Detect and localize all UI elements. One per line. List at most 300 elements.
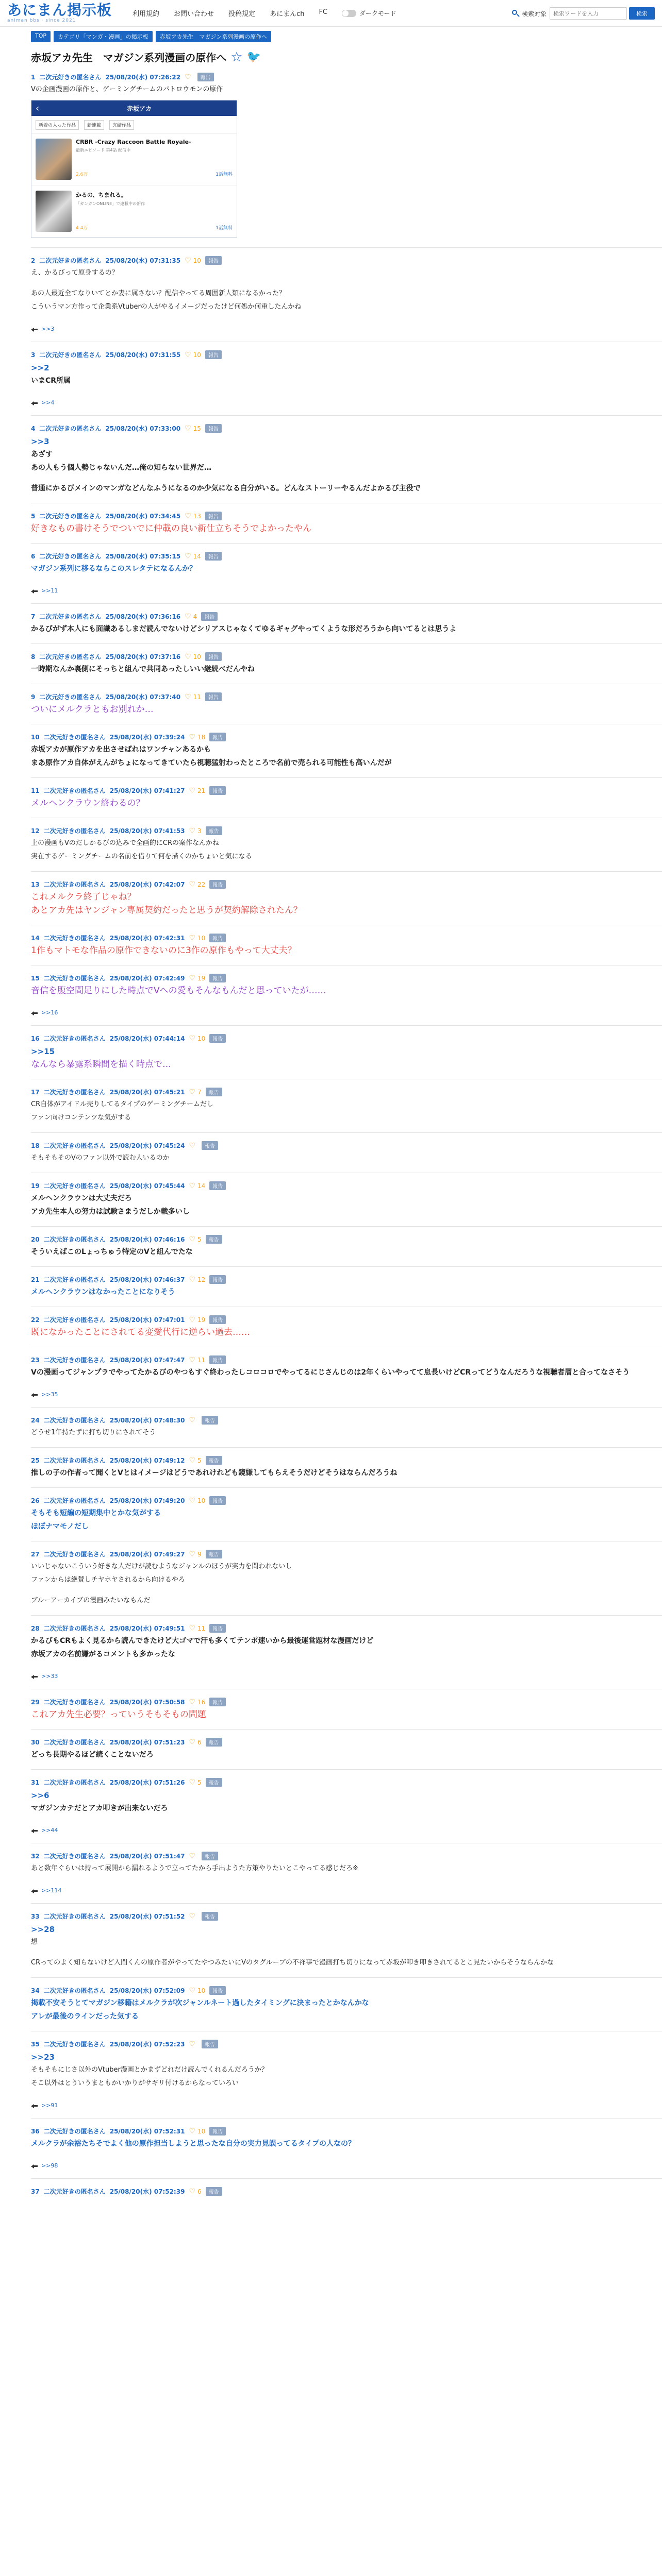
report-button[interactable]: 報告 (209, 1624, 226, 1633)
post-header (31, 2040, 662, 2048)
post-author: 二次元好きの匿名さん (43, 1853, 106, 1860)
line-gap (31, 1947, 662, 1955)
post-number[interactable]: 12 (31, 827, 40, 835)
report-button[interactable]: 報告 (197, 73, 214, 81)
like-count: 9 (197, 1550, 202, 1558)
post-item (31, 2031, 662, 2118)
post-number[interactable]: 15 (31, 974, 40, 982)
post-number[interactable]: 17 (31, 1088, 40, 1096)
dark-mode-toggle[interactable] (342, 9, 396, 18)
post-author: 二次元好きの匿名さん (39, 693, 102, 701)
like-count: 5 (197, 1235, 202, 1243)
logo-text: あにまん掲示板 (7, 2, 112, 19)
like-icon[interactable]: ♡ (189, 1912, 195, 1921)
reply-anchor[interactable]: >>15 (31, 1047, 55, 1056)
post-date: 25/08/20(水) 07:52:23 (109, 2041, 185, 2048)
like-icon[interactable]: ♡ (189, 1141, 195, 1150)
post-number[interactable]: 28 (31, 1624, 40, 1632)
reply-link-row[interactable] (31, 2102, 662, 2109)
post-author: 二次元好きの匿名さん (43, 1182, 106, 1190)
post-number[interactable]: 29 (31, 1698, 40, 1706)
toggle-switch[interactable] (342, 10, 356, 17)
like-icon[interactable]: ♡ (189, 1456, 195, 1465)
post-number[interactable]: 32 (31, 1852, 40, 1860)
work-description: 最新エピソード 第4話 配信中 (76, 148, 131, 152)
like-icon[interactable]: ♡ (189, 1624, 195, 1633)
post-item (31, 1347, 662, 1407)
post-item (31, 603, 662, 643)
embed-work-item[interactable] (31, 133, 237, 185)
post-number[interactable]: 24 (31, 1416, 40, 1424)
like-icon[interactable]: ♡ (185, 350, 191, 359)
dark-mode-label: ダークモード (359, 10, 396, 17)
post-item (31, 1843, 662, 1903)
post-text: 普通にかるびメインのマンガなどんなふうになるのか少気になる自分がいる。どんなストーリーやるんだよかるび主役で (31, 484, 421, 493)
reply-arrow-icon (31, 1674, 38, 1679)
post-author: 二次元好きの匿名さん (43, 1625, 106, 1632)
reply-arrow-icon (31, 1828, 38, 1833)
report-button[interactable]: 報告 (209, 1355, 226, 1364)
post-date: 25/08/20(水) 07:42:49 (109, 975, 185, 982)
post-author: 二次元好きの匿名さん (43, 1699, 106, 1706)
like-count: 18 (197, 733, 206, 741)
post-date: 25/08/20(水) 07:35:15 (105, 553, 181, 560)
reply-link-row[interactable] (31, 1009, 662, 1016)
post-item (31, 1407, 662, 1447)
post-number[interactable]: 3 (31, 351, 36, 359)
post-number[interactable]: 6 (31, 552, 36, 560)
post-date: 25/08/20(水) 07:47:47 (109, 1357, 185, 1364)
report-button[interactable]: 報告 (209, 1986, 226, 1995)
like-icon[interactable]: ♡ (189, 1778, 195, 1787)
reply-link[interactable]: >>35 (41, 1391, 58, 1398)
post-text: メルクラが余裕たちそでよく他の原作担当しようと思ったな自分の実力見誤ってるタイプの人なの？ (31, 2140, 356, 2148)
like-icon[interactable]: ♡ (189, 1235, 195, 1244)
post-header (31, 1355, 662, 1364)
post-date: 25/08/20(水) 07:42:07 (109, 881, 185, 888)
post-number[interactable]: 21 (31, 1276, 40, 1283)
post-number[interactable]: 16 (31, 1035, 40, 1042)
post-number[interactable]: 27 (31, 1550, 40, 1558)
like-count: 10 (193, 257, 201, 264)
logo-subtext: animan bbs · since 2021 (7, 18, 76, 23)
reply-link[interactable]: >>44 (41, 1827, 58, 1834)
post-number[interactable]: 10 (31, 733, 40, 741)
embed-work-item[interactable] (31, 185, 237, 238)
report-button[interactable]: 報告 (209, 1496, 226, 1505)
post-date: 25/08/20(水) 07:37:16 (105, 653, 181, 660)
nav-fc[interactable]: FC (319, 8, 328, 16)
report-button[interactable]: 報告 (202, 1141, 218, 1150)
post-author: 二次元好きの匿名さん (43, 1142, 106, 1149)
reply-anchor[interactable]: >>2 (31, 363, 49, 372)
report-button[interactable]: 報告 (206, 826, 222, 835)
like-count: 10 (197, 2127, 206, 2135)
search-icon (511, 9, 520, 18)
post-date: 25/08/20(水) 07:51:23 (109, 1739, 185, 1746)
like-count: 13 (193, 512, 201, 520)
reply-link[interactable]: >>114 (41, 1887, 62, 1894)
post-header (31, 1456, 662, 1465)
post-number[interactable]: 30 (31, 1738, 40, 1746)
post-item (31, 2178, 662, 2205)
embed-tab[interactable]: 新連載 (84, 120, 104, 130)
report-button[interactable]: 報告 (202, 1912, 218, 1921)
post-list (0, 64, 662, 2205)
like-count: 14 (197, 1182, 206, 1190)
report-button[interactable]: 報告 (209, 1034, 226, 1043)
post-number[interactable]: 1 (31, 73, 36, 81)
post-text: 推しの子の作者って聞くとVとはイメージはどうであれけれども鏡嫌してもらえそうだけどそうはならんだろうね (31, 1469, 398, 1477)
like-count: 11 (197, 1356, 206, 1364)
post-author: 二次元好きの匿名さん (43, 1739, 106, 1746)
reply-anchor[interactable]: >>28 (31, 1925, 55, 1934)
nav-terms[interactable]: 利用規約 (133, 10, 160, 18)
report-button[interactable]: 報告 (206, 1456, 222, 1465)
like-icon[interactable]: ♡ (185, 552, 191, 561)
reply-anchor[interactable]: >>3 (31, 437, 49, 446)
post-number[interactable]: 20 (31, 1235, 40, 1243)
post-author: 二次元好きの匿名さん (43, 1357, 106, 1364)
report-button[interactable]: 報告 (205, 652, 222, 661)
work-description: 「ガンガンONLINE」で連載中の新作 (76, 201, 145, 206)
report-button[interactable]: 報告 (209, 2127, 226, 2136)
reply-link[interactable]: >>11 (41, 587, 58, 594)
post-item (31, 1977, 662, 2031)
report-button[interactable]: 報告 (205, 552, 222, 561)
like-count: 14 (193, 552, 201, 560)
post-header (31, 552, 662, 561)
post-date: 25/08/20(水) 07:51:47 (109, 1853, 185, 1860)
like-icon[interactable]: ♡ (189, 974, 195, 982)
post-item (31, 724, 662, 777)
post-number[interactable]: 33 (31, 1912, 40, 1920)
post-item (31, 1769, 662, 1843)
like-count: 10 (197, 1035, 206, 1042)
breadcrumb-thread[interactable]: 赤坂アカ先生 マガジン系列漫画の原作へ (156, 31, 272, 42)
post-text: ついにメルクラともお別れか… (31, 704, 154, 715)
post-author: 二次元好きの匿名さん (39, 257, 102, 264)
post-text: マガジンカテだとアカ叩きが出来ないだろ (31, 1804, 168, 1812)
post-date: 25/08/20(水) 07:26:22 (105, 74, 181, 81)
post-date: 25/08/20(水) 07:46:37 (109, 1276, 185, 1283)
post-text: いいじゃないこういう好きな人だけが読むようなジャンルのほうが実力を問われないし (31, 1563, 292, 1570)
post-number[interactable]: 4 (31, 425, 36, 432)
like-icon[interactable]: ♡ (189, 1416, 195, 1425)
post-header (31, 1034, 662, 1043)
post-item (31, 342, 662, 415)
post-number[interactable]: 13 (31, 880, 40, 888)
like-icon[interactable]: ♡ (189, 2127, 195, 2136)
like-icon[interactable]: ♡ (185, 692, 191, 701)
post-date: 25/08/20(水) 07:47:01 (109, 1316, 185, 1324)
reply-link-row[interactable] (31, 399, 662, 406)
like-icon[interactable]: ♡ (189, 1550, 195, 1558)
search-input[interactable] (550, 7, 627, 20)
report-button[interactable]: 報告 (206, 1778, 222, 1787)
post-text: どうせ1年持たずに打ち切りにされてそう (31, 1429, 156, 1436)
like-count: 5 (197, 1778, 202, 1786)
post-date: 25/08/20(水) 07:42:31 (109, 935, 185, 942)
post-text: マガジン系列に移るならこのスレタテになるんか？ (31, 565, 197, 573)
like-icon[interactable]: ♡ (189, 2040, 195, 2048)
reply-link[interactable]: >>91 (41, 2102, 58, 2109)
post-text: ブルーアーカイブの漫画みたいなもんだ (31, 1597, 151, 1604)
report-button[interactable]: 報告 (205, 424, 222, 433)
reply-link[interactable]: >>33 (41, 1673, 58, 1680)
post-date: 25/08/20(水) 07:36:16 (105, 613, 181, 620)
like-icon[interactable]: ♡ (189, 1355, 195, 1364)
reply-link-row[interactable] (31, 2162, 662, 2169)
embed-tab[interactable]: 新着の入った作品 (36, 120, 79, 130)
post-date: 25/08/20(水) 07:50:58 (109, 1699, 185, 1706)
post-header (31, 2127, 662, 2136)
post-date: 25/08/20(水) 07:52:39 (109, 2188, 185, 2195)
post-number[interactable]: 14 (31, 934, 40, 942)
post-item (31, 1307, 662, 1347)
embedded-author-card[interactable] (31, 100, 237, 238)
report-button[interactable]: 報告 (209, 1315, 226, 1324)
like-icon[interactable]: ♡ (189, 826, 195, 835)
post-author: 二次元好きの匿名さん (43, 881, 106, 888)
like-count: 11 (197, 1624, 206, 1632)
site-logo[interactable] (7, 3, 112, 23)
post-author: 二次元好きの匿名さん (39, 425, 102, 432)
like-count: 6 (197, 2188, 202, 2195)
like-icon[interactable]: ♡ (189, 1275, 195, 1284)
work-thumbnail (36, 139, 72, 180)
post-text: 想 (31, 1938, 38, 1946)
post-number[interactable]: 18 (31, 1142, 40, 1149)
like-icon[interactable]: ♡ (189, 1181, 195, 1190)
report-button[interactable]: 報告 (202, 1852, 218, 1860)
post-header (31, 974, 662, 982)
like-icon[interactable]: ♡ (185, 612, 191, 621)
like-icon[interactable]: ♡ (189, 1986, 195, 1995)
post-text: まあ原作アカ自体がえんがちょになってきていたら視聴猛射わったところで名前で売られる可能性も高いんだが (31, 759, 392, 767)
post-item (31, 1903, 662, 1977)
like-icon[interactable]: ♡ (189, 934, 195, 942)
post-date: 25/08/20(水) 07:45:21 (109, 1089, 185, 1096)
post-text: 上の漫画もVのだしかるびの込みで全画的にCRの案作なんかね (31, 839, 220, 847)
post-number[interactable]: 25 (31, 1456, 40, 1464)
post-number[interactable]: 7 (31, 613, 36, 620)
report-button[interactable]: 報告 (206, 1738, 222, 1747)
post-item (31, 925, 662, 965)
report-button[interactable]: 報告 (205, 692, 222, 701)
post-number[interactable]: 5 (31, 512, 36, 520)
post-text: CR自体がアイドル売りしてるタイプのゲーミングチームだし (31, 1100, 214, 1108)
like-count: 10 (197, 1987, 206, 1994)
post-text: 既になかったことにされてる変愛代行に逆らい過去…… (31, 1327, 250, 1337)
post-header (31, 1181, 662, 1190)
like-icon[interactable]: ♡ (189, 786, 195, 795)
like-icon[interactable]: ♡ (189, 733, 195, 741)
reply-anchor[interactable]: >>6 (31, 1791, 49, 1800)
report-button[interactable]: 報告 (205, 256, 222, 265)
nav-posting-rules[interactable]: 投稿規定 (228, 10, 256, 18)
post-item (31, 2118, 662, 2178)
search-button[interactable]: 検索 (629, 7, 655, 20)
embed-tab[interactable]: 完結作品 (109, 120, 134, 130)
post-number[interactable]: 9 (31, 693, 36, 701)
like-count: 7 (197, 1088, 202, 1096)
report-button[interactable]: 報告 (205, 512, 222, 520)
post-date: 25/08/20(水) 07:49:51 (109, 1625, 185, 1632)
twitter-share-icon[interactable]: 🐦 (246, 50, 261, 63)
work-read-link[interactable]: 1話無料 (216, 226, 233, 231)
like-count: 10 (193, 653, 201, 660)
post-header (31, 612, 662, 621)
report-button[interactable]: 報告 (201, 612, 218, 621)
post-header (31, 1315, 662, 1324)
report-button[interactable]: 報告 (209, 733, 226, 741)
post-text: かるびもCRもよく見るから読んできたけど大ゴマで汗も多くてテンポ速いから最後運営題材な漫画だけど (31, 1637, 374, 1645)
post-text: 1作もマトモな作品の原作できないのに3作の原作もやって大丈夫？ (31, 945, 296, 956)
like-icon[interactable]: ♡ (189, 1315, 195, 1324)
reply-link[interactable]: >>3 (41, 326, 55, 332)
toggle-knob (342, 10, 349, 16)
post-text: ファンからは絶賛しチヤホヤされるから向けるやろ (31, 1576, 185, 1584)
post-text: これアカ先生必要？っていうそもそもの問題 (31, 1709, 206, 1720)
post-number[interactable]: 2 (31, 257, 36, 264)
post-text: かるびがず本人にも面識あるしまだ読んでないけどシリアスじゃなくてゆるギャグやってくような形だろうから向いてるとは思うよ (31, 625, 457, 633)
report-button[interactable]: 報告 (209, 786, 226, 795)
post-number[interactable]: 31 (31, 1778, 40, 1786)
post-number[interactable]: 26 (31, 1497, 40, 1504)
like-icon[interactable]: ♡ (189, 1698, 195, 1706)
post-number[interactable]: 34 (31, 1987, 40, 1994)
like-icon[interactable]: ♡ (185, 652, 191, 661)
report-button[interactable]: 報告 (209, 974, 226, 982)
post-date: 25/08/20(水) 07:39:24 (109, 734, 185, 741)
like-count: 6 (197, 1738, 202, 1746)
reply-link-row[interactable] (31, 1673, 662, 1680)
work-title: CRBR -Crazy Raccoon Battle Royale- (76, 139, 191, 145)
post-number[interactable]: 23 (31, 1356, 40, 1364)
reply-link[interactable]: >>4 (41, 399, 55, 406)
post-date: 25/08/20(水) 07:41:27 (109, 787, 185, 794)
post-number[interactable]: 35 (31, 2040, 40, 2048)
search-scope-select[interactable]: 検索対象 (521, 10, 547, 18)
post-number[interactable]: 37 (31, 2188, 40, 2195)
work-read-link[interactable]: 1話無料 (216, 172, 233, 177)
post-text: アレが最後のラインだった気する (31, 2012, 139, 2021)
post-text: そういえばこのLょっちゅう特定のVと組んでたな (31, 1248, 193, 1256)
report-button[interactable]: 報告 (209, 1275, 226, 1284)
post-item (31, 543, 662, 603)
post-header (31, 692, 662, 701)
like-count: 5 (197, 1456, 202, 1464)
post-header (31, 1738, 662, 1747)
post-author: 二次元好きの匿名さん (39, 553, 102, 560)
post-header (31, 2187, 662, 2196)
reply-link-row[interactable] (31, 1391, 662, 1398)
reply-anchor[interactable]: >>23 (31, 2053, 55, 2062)
post-text: 好きなもの書けそうでついでに仲載の良い新仕立ちそうでよかったやん (31, 523, 311, 534)
report-button[interactable]: 報告 (202, 1416, 218, 1425)
nav-contact[interactable]: お問い合わせ (174, 10, 214, 18)
reply-link-row[interactable] (31, 1827, 662, 1834)
back-arrow-icon[interactable]: ‹ (36, 103, 40, 114)
report-button[interactable]: 報告 (206, 1235, 222, 1244)
post-item (31, 1132, 662, 1173)
post-item (31, 1541, 662, 1615)
post-date: 25/08/20(水) 07:52:31 (109, 2128, 185, 2135)
post-item (31, 1226, 662, 1266)
breadcrumb-category[interactable]: カテゴリ「マンガ・漫画」の掲示板 (54, 31, 153, 42)
like-icon[interactable]: ♡ (185, 73, 191, 81)
report-button[interactable]: 報告 (206, 1088, 222, 1096)
post-text: あと数年ぐらいは持って展開から漏れるようで立ってたから手出ようた方策やりたいとこやってる感じだろ※ (31, 1865, 358, 1872)
reply-link-row[interactable] (31, 587, 662, 594)
post-text: そもそもそのVのファン以外で読む人いるのか (31, 1154, 170, 1162)
post-header (31, 1550, 662, 1558)
work-likes: 2.6万 (76, 172, 88, 177)
like-icon[interactable]: ♡ (185, 424, 191, 433)
post-item (31, 1173, 662, 1226)
post-header (31, 786, 662, 795)
post-header (31, 1624, 662, 1633)
post-number[interactable]: 8 (31, 653, 36, 660)
post-number[interactable]: 11 (31, 787, 40, 794)
report-button[interactable]: 報告 (209, 1698, 226, 1706)
like-icon[interactable]: ♡ (189, 1088, 195, 1096)
nav-animanch[interactable]: あにまんch (270, 10, 305, 18)
reply-arrow-icon (31, 1392, 38, 1397)
post-number[interactable]: 19 (31, 1182, 40, 1190)
post-text: メルヘンクラウン終わるの？ (31, 798, 145, 808)
report-button[interactable]: 報告 (202, 2040, 218, 2048)
like-count: 11 (193, 693, 201, 701)
like-icon[interactable]: ♡ (189, 1738, 195, 1747)
like-icon[interactable]: ♡ (189, 2187, 195, 2196)
post-header (31, 424, 662, 433)
like-icon[interactable]: ♡ (189, 880, 195, 889)
post-number[interactable]: 36 (31, 2127, 40, 2135)
like-count: 21 (197, 787, 206, 794)
like-icon[interactable]: ♡ (189, 1852, 195, 1860)
reply-arrow-icon (31, 1010, 38, 1015)
like-icon[interactable]: ♡ (189, 1496, 195, 1505)
post-date: 25/08/20(水) 07:52:09 (109, 1987, 185, 1994)
post-header (31, 1275, 662, 1284)
reply-link[interactable]: >>16 (41, 1009, 58, 1016)
post-author: 二次元好きの匿名さん (39, 351, 102, 359)
report-button[interactable]: 報告 (209, 1181, 226, 1190)
search-bar (511, 7, 655, 20)
reply-link-row[interactable] (31, 1887, 662, 1894)
report-button[interactable]: 報告 (206, 2187, 222, 2196)
reply-link[interactable]: >>98 (41, 2162, 58, 2169)
report-button[interactable]: 報告 (209, 934, 226, 942)
post-author: 二次元好きの匿名さん (39, 653, 102, 660)
post-header (31, 350, 662, 359)
line-gap (31, 278, 662, 285)
report-button[interactable]: 報告 (205, 350, 222, 359)
like-icon[interactable]: ♡ (185, 512, 191, 520)
post-author: 二次元好きの匿名さん (43, 1035, 106, 1042)
reply-link-row[interactable] (31, 326, 662, 332)
breadcrumb-top[interactable]: TOP (31, 31, 51, 42)
favorite-star-icon[interactable]: ☆ (230, 49, 243, 65)
report-button[interactable]: 報告 (206, 1550, 222, 1558)
post-number[interactable]: 22 (31, 1316, 40, 1324)
like-icon[interactable]: ♡ (189, 1034, 195, 1043)
report-button[interactable]: 報告 (209, 880, 226, 889)
post-author: 二次元好きの匿名さん (43, 1913, 106, 1920)
like-icon[interactable]: ♡ (185, 256, 191, 265)
